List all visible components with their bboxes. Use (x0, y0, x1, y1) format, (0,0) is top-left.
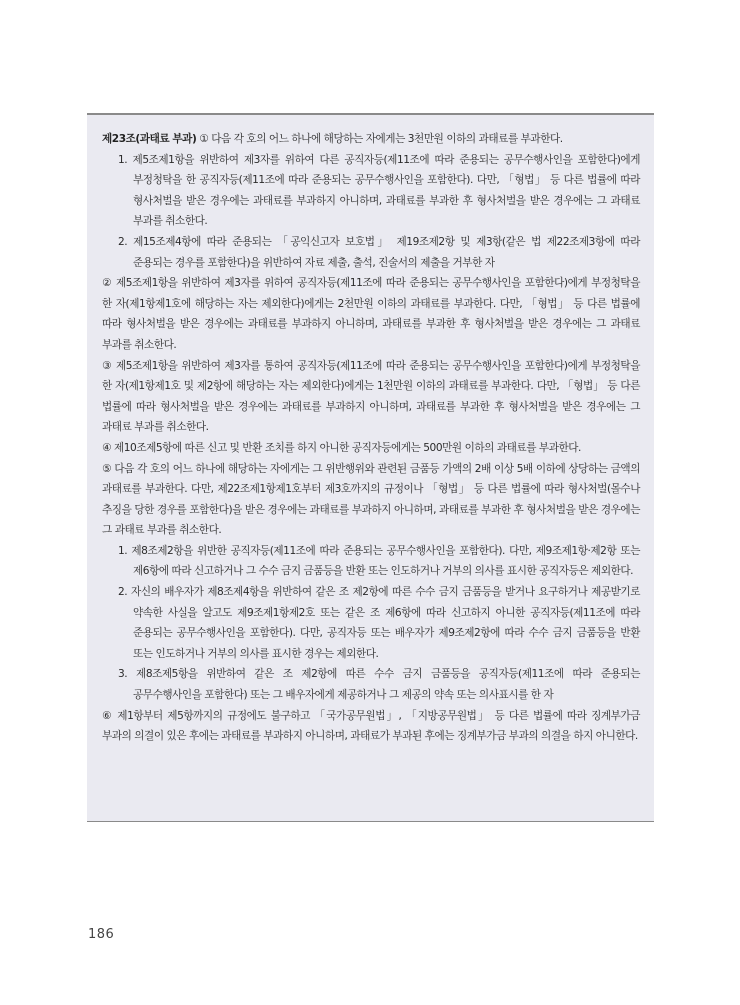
paragraph-1-text: ① 다음 각 호의 어느 하나에 해당하는 자에게는 3천만원 이하의 과태료를 부과한다. (196, 133, 563, 145)
paragraph-1-item-1: 1. 제5조제1항을 위반하여 제3자를 위하여 다른 공직자등(제11조에 따라 준용되는 공무수행사인을 포함한다)에게 부정청탁을 한 공직자등(제11조에 따라 준용되는 공무수행사인을 포함한다). 다만, 「형법」 등 다른 법률에 따라 형사처벌을 받은 경우에는 과태료를 부과하지 아니하며, 과태료를 부과한 후 형사처벌을 받은 경우에는 그 과태료 부과를 취소한다. (118, 153, 640, 228)
page-number: 186 (88, 927, 115, 942)
paragraph-4: ④ 제10조제5항에 따른 신고 및 반환 조치를 하지 아니한 공직자등에게는 500만원 이하의 과태료를 부과한다. (102, 441, 581, 454)
paragraph-1-item-2: 2. 제15조제4항에 따라 준용되는 「공익신고자 보호법」 제19조제2항 및 제3항(같은 법 제22조제3항에 따라 준용되는 경우를 포함한다)을 위반하여 자료 제출, 출석, 진술서의 제출을 거부한 자 (118, 235, 640, 269)
law-article-box (87, 113, 654, 822)
paragraph-2: ② 제5조제1항을 위반하여 제3자를 위하여 공직자등(제11조에 따라 준용되는 공무수행사인을 포함한다)에게 부정청탁을 한 자(제1항제1호에 해당하는 자는 제외한다)에게는 2천만원 이하의 과태료를 부과한다. 다만, 「형법」 등 다른 법률에 따라 형사처벌을 받은 경우에는 과태료를 부과하지 아니하며, 과태료를 부과한 후 형사처벌을 받은 경우에는 그 과태료 부과를 취소한다. (102, 277, 640, 351)
article-heading-paragraph (102, 129, 640, 150)
paragraph-3: ③ 제5조제1항을 위반하여 제3자를 통하여 공직자등(제11조에 따라 준용되는 공무수행사인을 포함한다)에게 부정청탁을 한 자(제1항제1호 및 제2항에 해당하는 자는 제외한다)에게는 1천만원 이하의 과태료를 부과한다. 다만, 「형법」 등 다른 법률에 따라 형사처벌을 받은 경우에는 과태료를 부과하지 아니하며, 과태료를 부과한 후 형사처벌을 받은 경우에는 그 과태료 부과를 취소한다. (102, 359, 640, 434)
paragraph-5-item-3: 3. 제8조제5항을 위반하여 같은 조 제2항에 따른 수수 금지 금품등을 공직자등(제11조에 따라 준용되는 공무수행사인을 포함한다) 또는 그 배우자에게 제공하거나 그 제공의 약속 또는 의사표시를 한 자 (118, 668, 640, 702)
paragraph-5-item-2: 2. 자신의 배우자가 제8조제4항을 위반하여 같은 조 제2항에 따른 수수 금지 금품등을 받거나 요구하거나 제공받기로 약속한 사실을 알고도 제9조제1항제2호 또는 같은 조 제6항에 따라 신고하지 아니한 공직자등(제11조에 따라 준용되는 공무수행사인을 포함한다). 다만, 공직자등 또는 배우자가 제9조제2항에 따라 수수 금지 금품등을 반환 또는 인도하거나 거부의 의사를 표시한 경우는 제외한다. (118, 586, 640, 660)
article-title: 제23조(과태료 부과) (102, 133, 197, 145)
paragraph-6: ⑥ 제1항부터 제5항까지의 규정에도 불구하고 「국가공무원법」, 「지방공무원법」 등 다른 법률에 따라 징계부가금 부과의 의결이 있은 후에는 과태료를 부과하지 아니하며, 과태료가 부과된 후에는 징계부가금 부과의 의결을 하지 아니한다. (102, 709, 640, 743)
paragraph-5: ⑤ 다음 각 호의 어느 하나에 해당하는 자에게는 그 위반행위와 관련된 금품등 가액의 2배 이상 5배 이하에 상당하는 금액의 과태료를 부과한다. 다만, 제22조제1항제1호부터 제3호까지의 규정이나 「형법」 등 다른 법률에 따라 형사처벌(몰수나 추징을 당한 경우를 포함한다)을 받은 경우에는 과태료를 부과하지 아니하며, 과태료를 부과한 후 형사처벌을 받은 경우에는 그 과태료 부과를 취소한다. (102, 462, 640, 537)
paragraph-5-item-1: 1. 제8조제2항을 위반한 공직자등(제11조에 따라 준용되는 공무수행사인을 포함한다). 다만, 제9조제1항·제2항 또는 제6항에 따라 신고하거나 그 수수 금지 금품등을 반환 또는 인도하거나 거부의 의사를 표시한 공직자등은 제외한다. (118, 544, 640, 578)
article-body (102, 129, 640, 747)
